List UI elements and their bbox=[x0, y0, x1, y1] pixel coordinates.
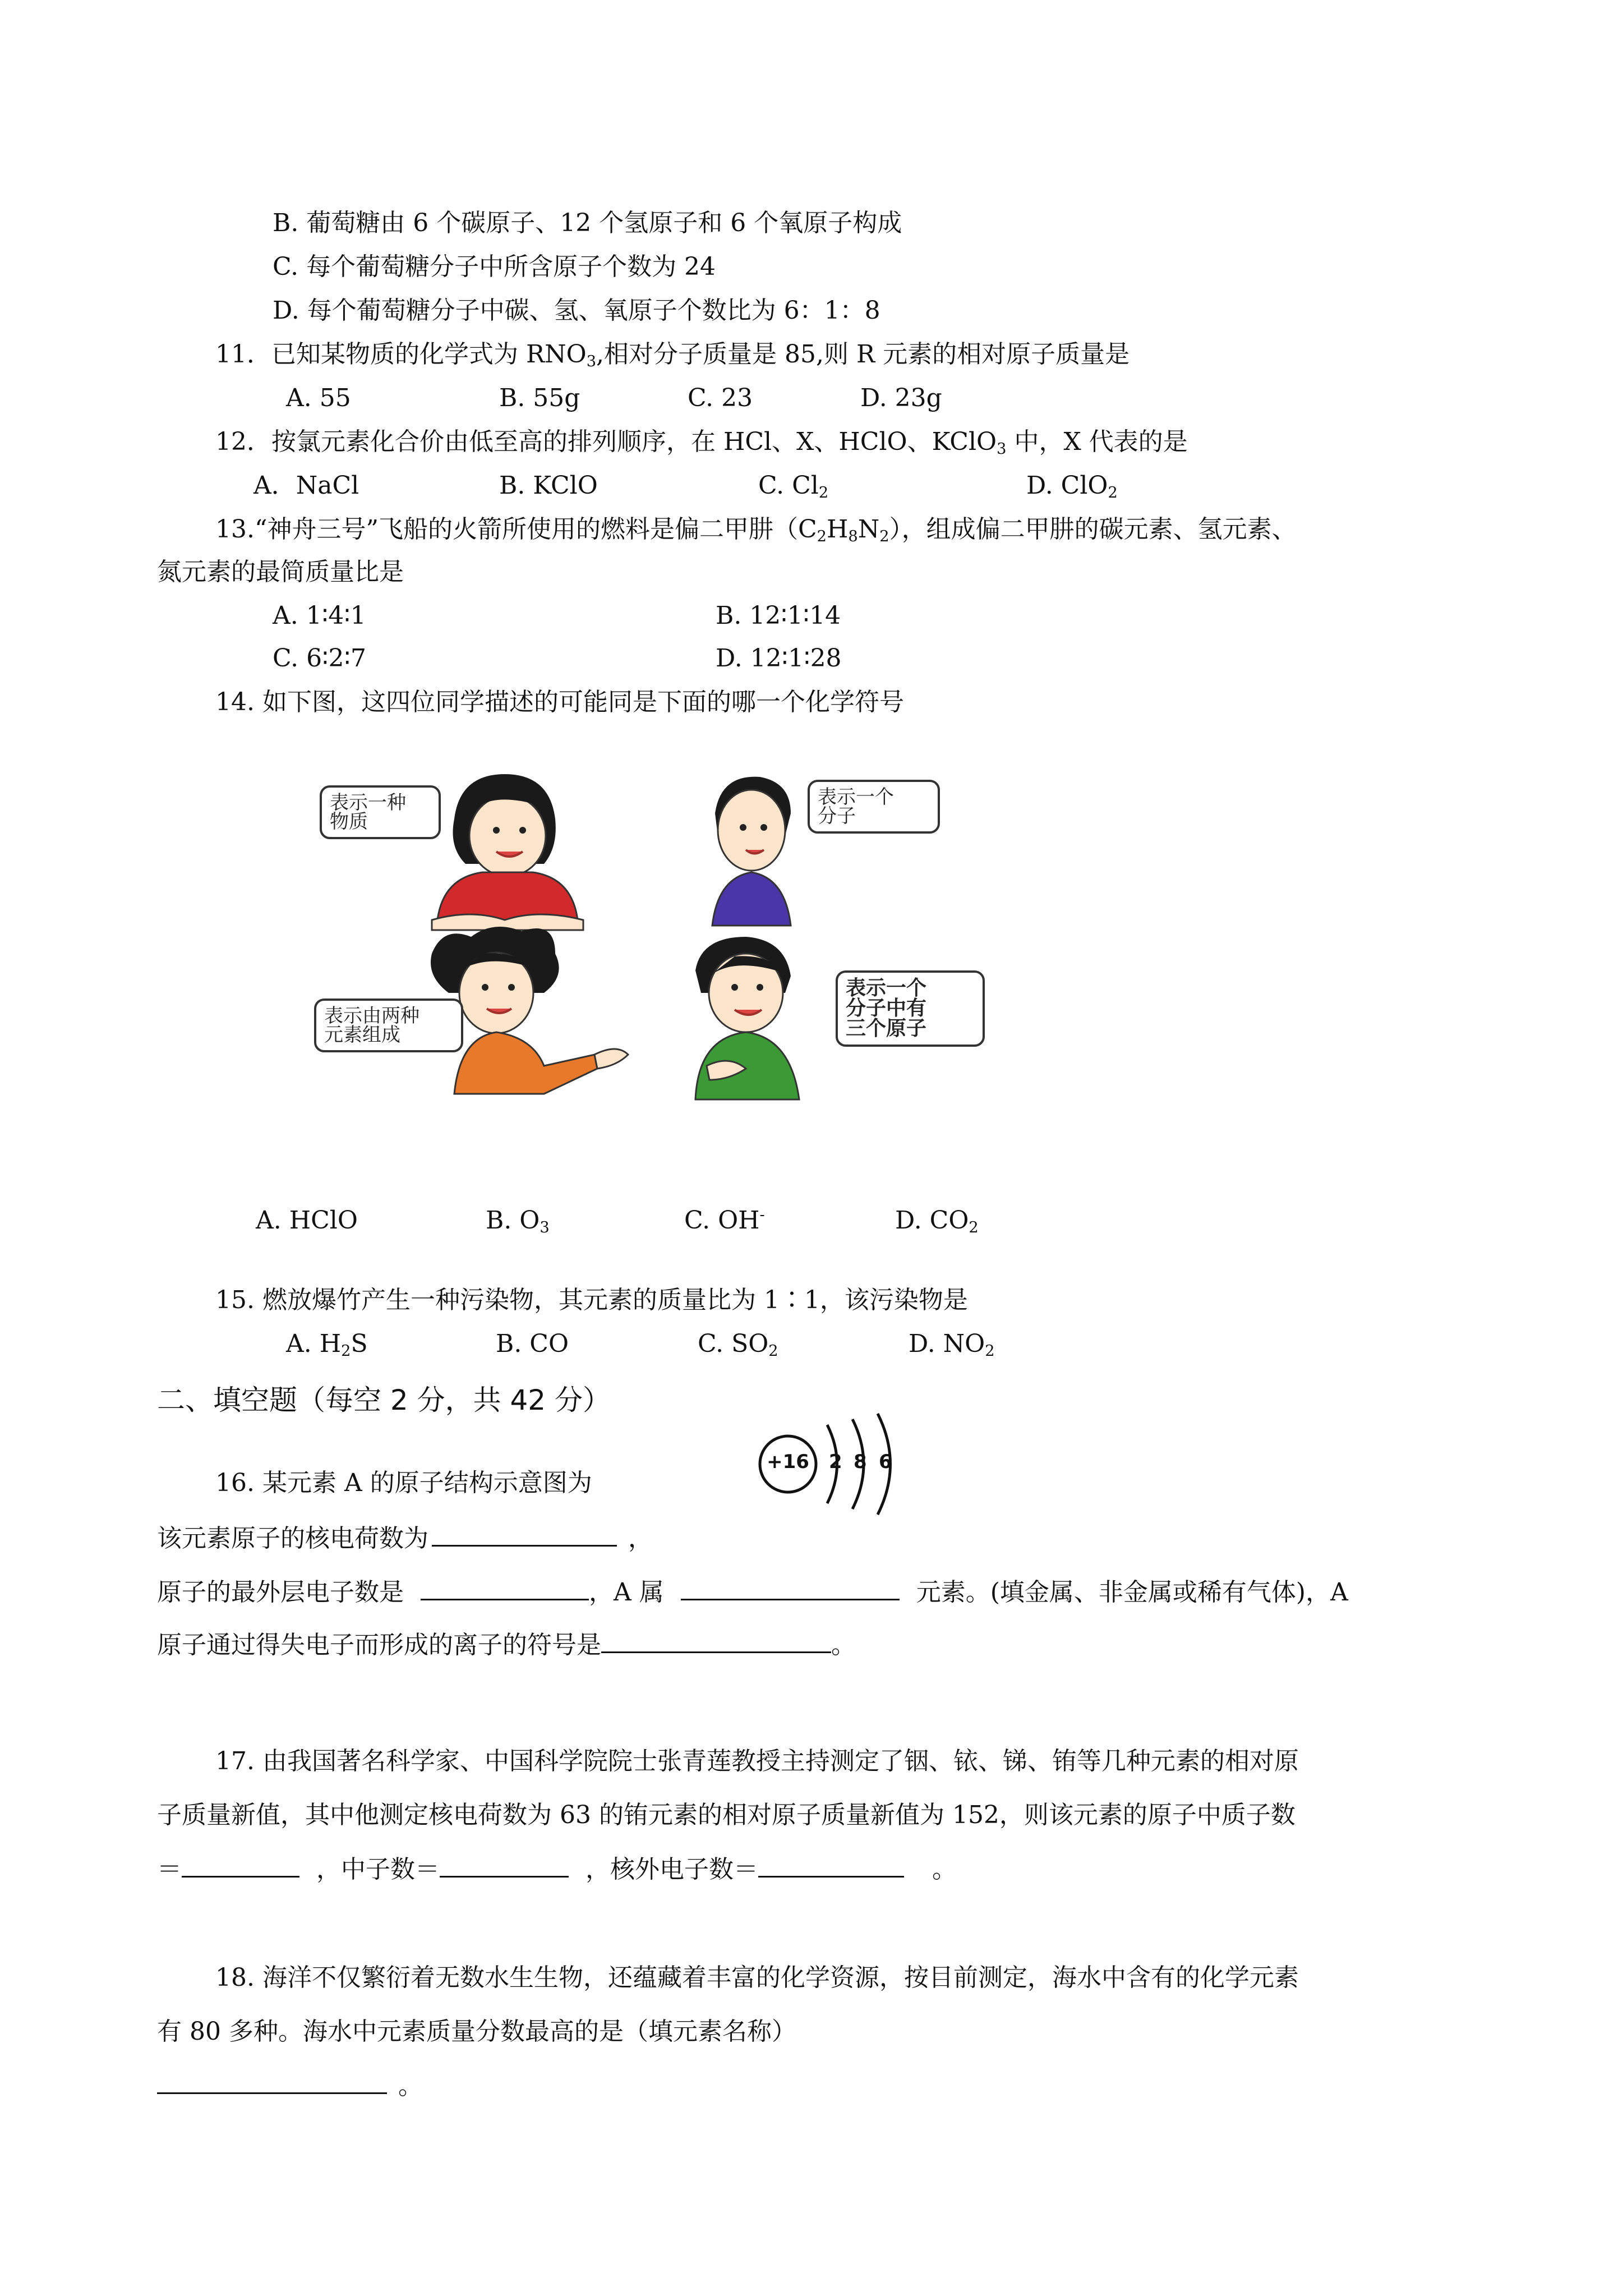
shell-electrons-2: 8 bbox=[854, 1451, 867, 1473]
q13-option-c: C. 6∶2∶7 bbox=[273, 644, 366, 673]
q17-line2: 子质量新值，其中他测定核电荷数为 63 的铕元素的相对原子质量新值为 152，则该元素的原子中质子数 bbox=[157, 1801, 1295, 1829]
answer-blank-ion-symbol[interactable] bbox=[601, 1630, 831, 1653]
q16-stem: 16. 某元素 A 的原子结构示意图为 bbox=[215, 1469, 592, 1497]
q15-option-d: D. $NO_2$ bbox=[909, 1329, 995, 1360]
answer-blank-nuclear-charge[interactable] bbox=[432, 1524, 617, 1547]
q16-line2: 原子的最外层电子数是 ，A 属 元素。(填金属、非金属或稀有气体)，A bbox=[157, 1578, 1348, 1607]
speech-bubble-1: 表示一种 物质 bbox=[320, 785, 441, 839]
q10-option-c: C. 每个葡萄糖分子中所含原子个数为 24 bbox=[273, 252, 716, 281]
q13-stem-line2: 氮元素的最简质量比是 bbox=[157, 558, 404, 586]
q12-option-a: A．NaCl bbox=[253, 471, 359, 500]
q16-line3: 原子通过得失电子而形成的离子的符号是 。 bbox=[157, 1631, 856, 1659]
speech-bubble-3: 表示由两种 元素组成 bbox=[314, 999, 463, 1052]
q12-option-c: C. $Cl_2$ bbox=[758, 471, 829, 501]
q15-option-b: B. CO bbox=[496, 1329, 569, 1358]
q18-line3: 。 bbox=[157, 2071, 423, 2101]
q17-line3: ＝ ，中子数＝ ，核外电子数＝ 。 bbox=[157, 1855, 957, 1884]
q13-option-b: B. 12∶1∶14 bbox=[716, 601, 841, 630]
q15-option-c: C. $SO_2$ bbox=[698, 1329, 778, 1360]
q12-option-d: D. ClO$_2$ bbox=[1026, 471, 1118, 501]
q16-line1: 该元素原子的核电荷数为 ， bbox=[157, 1524, 653, 1553]
q13-option-a: A. 1∶4∶1 bbox=[273, 601, 366, 630]
q18-line2: 有 80 多种。海水中元素质量分数最高的是（填元素名称） bbox=[157, 2017, 796, 2046]
answer-blank-protons[interactable] bbox=[182, 1855, 299, 1878]
q14-option-a: A. HClO bbox=[256, 1206, 358, 1235]
shell-electrons-3: 6 bbox=[879, 1451, 892, 1473]
q10-option-b: B. 葡萄糖由 6 个碳原子、12 个氢原子和 6 个氧原子构成 bbox=[273, 209, 902, 237]
student-boy-1 bbox=[712, 777, 791, 926]
answer-blank-element-type[interactable] bbox=[681, 1577, 900, 1600]
nucleus-charge: +16 bbox=[767, 1451, 809, 1473]
q14-option-b: B. $O_3$ bbox=[486, 1206, 550, 1236]
atomic-structure-diagram bbox=[757, 1402, 914, 1526]
q12-option-b: B. KClO bbox=[499, 471, 598, 500]
q15-option-a: A. $H_2S$ bbox=[286, 1329, 368, 1360]
q11-option-d: D. 23g bbox=[860, 384, 942, 412]
q11-stem: 11．已知某物质的化学式为 $RNO_3$,相对分子质量是 85,则 R 元素的相对原子质量是 bbox=[215, 340, 1130, 370]
students-illustration bbox=[303, 752, 1032, 1111]
q18-line1: 18. 海洋不仅繁衍着无数水生生物，还蕴藏着丰富的化学资源，按目前测定，海水中含有的化学元素 bbox=[215, 1963, 1299, 1992]
q10-option-d: D. 每个葡萄糖分子中碳、氢、氧原子个数比为 6：1：8 bbox=[273, 296, 880, 325]
answer-blank-element-name[interactable] bbox=[157, 2071, 387, 2094]
student-girl-1 bbox=[432, 774, 583, 930]
speech-bubble-2: 表示一个 分子 bbox=[808, 780, 940, 834]
student-boy-2 bbox=[695, 937, 799, 1099]
answer-blank-outer-electrons[interactable] bbox=[421, 1577, 589, 1600]
speech-bubble-4: 表示一个 分子中有 三个原子 bbox=[836, 970, 985, 1047]
q17-line1: 17. 由我国著名科学家、中国科学院院士张青莲教授主持测定了铟、铱、锑、铕等几种元素的相对原 bbox=[215, 1747, 1299, 1775]
q12-stem: 12．按氯元素化合价由低至高的排列顺序，在 HCl、X、HClO、KClO$_3$ 中，X 代表的是 bbox=[215, 427, 1188, 458]
q15-stem: 15. 燃放爆竹产生一种污染物，其元素的质量比为 1∶1，该污染物是 bbox=[215, 1286, 968, 1314]
q11-option-b: B. 55g bbox=[499, 384, 580, 412]
shell-electrons-1: 2 bbox=[829, 1451, 842, 1473]
q14-stem: 14. 如下图，这四位同学描述的可能同是下面的哪一个化学符号 bbox=[215, 688, 904, 716]
q11-option-a: A. 55 bbox=[286, 384, 351, 412]
section-heading-fill-in: 二、填空题（每空 2 分，共 42 分） bbox=[157, 1384, 611, 1416]
q13-option-d: D. 12∶1∶28 bbox=[716, 644, 842, 673]
answer-blank-electrons[interactable] bbox=[758, 1855, 904, 1878]
q14-option-d: D. $CO_2$ bbox=[895, 1206, 979, 1236]
q11-option-c: C. 23 bbox=[688, 384, 753, 412]
answer-blank-neutrons[interactable] bbox=[440, 1855, 569, 1878]
q13-stem: 13.“神舟三号”飞船的火箭所使用的燃料是偏二甲肼$(C_2H_8N_2)$，组成偏二甲肼的碳元素、氢元素、 bbox=[215, 515, 1297, 545]
q14-option-c: C. OH- bbox=[684, 1206, 765, 1235]
